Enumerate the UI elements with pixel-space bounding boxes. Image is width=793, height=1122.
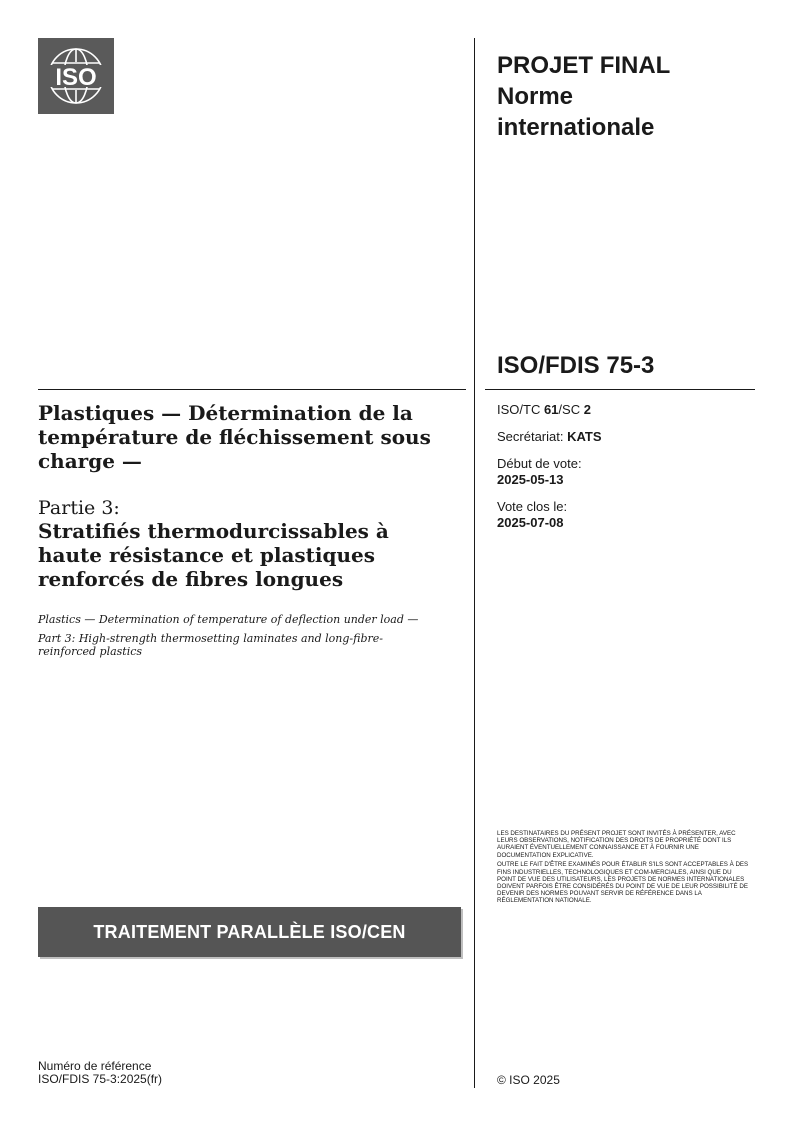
main-title-fr: Plastiques — Détermination de la température de fléchissement sous charge — (38, 401, 431, 473)
draft-notice (497, 830, 752, 907)
secretariat: Secrétariat: KATS (497, 429, 602, 444)
vote-start: Début de vote: 2025-05-13 (497, 456, 582, 487)
meta-info (497, 402, 747, 542)
vote-end: Vote clos le: 2025-07-08 (497, 499, 568, 530)
copyright: © ISO 2025 (497, 1073, 560, 1087)
globe-icon (38, 38, 114, 114)
reference-label: Numéro de référence (38, 1059, 152, 1073)
title-en (38, 613, 428, 664)
part-label: Partie 3: (38, 497, 120, 519)
iso-logo (38, 38, 114, 114)
notice-paragraph-2: OUTRE LE FAIT D'ÊTRE EXAMINÉS POUR ÉTABLIR S'ILS SONT ACCEPTABLES À DES FINS INDUSTRIELLES, TECHNOLOGIQUES ET COM-MERCIALES, AINSI QUE DU POINT DE VUE DES UTILISATEURS, LES PROJETS DE NORMES INTERNATIONALES DOIVENT PARFOIS ÊTRE CONSIDÉRÉS DU POINT DE VUE DE LEUR POSSIBILITÉ DE DEVENIR DES NORMES POUVANT SERVIR DE RÉFÉRENCE DANS LA RÉGLEMENTATION NATIONALE. (497, 861, 749, 905)
title-divider-left (38, 389, 466, 390)
part-title-en: Part 3: High-strength thermosetting laminates and long-fibre-reinforced plastics (38, 632, 383, 658)
reference-value: ISO/FDIS 75-3:2025(fr) (38, 1072, 163, 1086)
document-status (497, 50, 747, 143)
parallel-processing-banner: TRAITEMENT PARALLÈLE ISO/CEN (38, 907, 461, 957)
status-line-2: Norme (497, 83, 574, 110)
status-line-1: PROJET FINAL (497, 52, 671, 79)
committee: ISO/TC 61/SC 2 (497, 402, 591, 417)
column-divider (474, 38, 475, 1088)
title-divider-right (485, 389, 755, 390)
part-title-fr: Stratifiés thermodurcissables à haute résistance et plastiques renforcés de fibres longues (38, 519, 389, 591)
notice-paragraph-1: LES DESTINATAIRES DU PRÉSENT PROJET SONT INVITÉS À PRÉSENTER, AVEC LEURS OBSERVATIONS, NOTIFICATION DES DROITS DE PROPRIÉTÉ DONT ILS AURAIENT ÉVENTUELLEMENT CONNAISSANCE ET À FOURNIR UNE DOCUMENTATION EXPLICATIVE. (497, 830, 736, 859)
svg-text:ISO: ISO (55, 64, 97, 91)
reference-number (38, 1060, 162, 1086)
document-number: ISO/FDIS 75-3 (497, 352, 655, 379)
status-line-3: internationale (497, 114, 655, 141)
main-title-en: Plastics — Determination of temperature of deflection under load — (38, 613, 419, 626)
